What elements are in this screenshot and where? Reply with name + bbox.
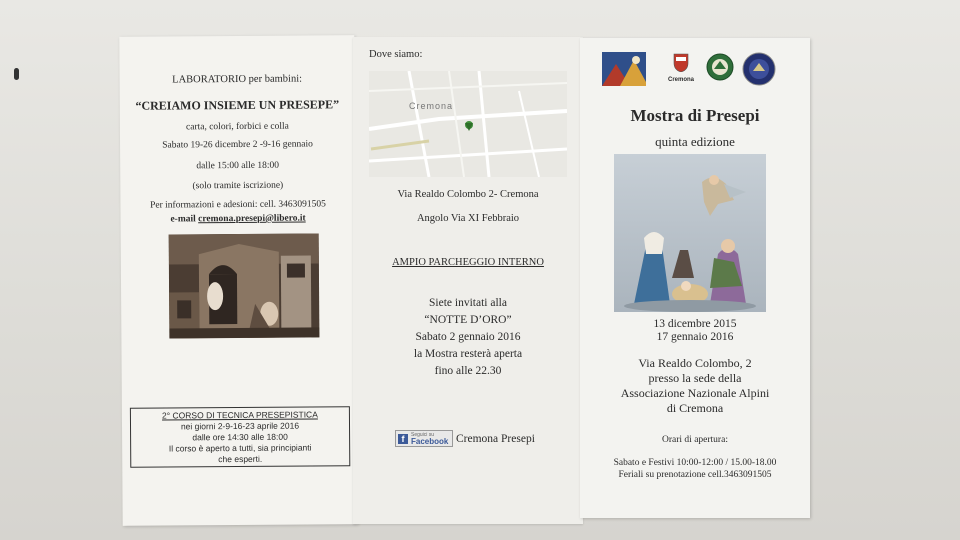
nativity-figurines-photo xyxy=(614,154,766,312)
venue-line-1: Via Realdo Colombo, 2 xyxy=(638,356,752,370)
exhibition-subtitle: quinta edizione xyxy=(655,134,735,149)
hours-line-2: Feriali su prenotazione cell.3463091505 xyxy=(618,470,772,480)
invite-line-5: fino alle 22.30 xyxy=(434,365,502,377)
lab-hours: dalle 15:00 alle 18:00 xyxy=(196,160,280,172)
cremona-logo-text: Cremona xyxy=(667,77,694,83)
brochure-left-panel xyxy=(119,35,357,526)
course-box xyxy=(130,406,350,468)
blue-emblem-icon xyxy=(742,52,776,86)
lab-info: Per informazioni e adesioni: cell. 3463091505 xyxy=(150,199,326,211)
lab-title: LABORATORIO per bambini: xyxy=(172,73,303,86)
course-days: nei giorni 2-9-16-23 aprile 2016 xyxy=(180,420,300,432)
exhibition-title: Mostra di Presepi xyxy=(630,106,760,125)
address-line: Via Realdo Colombo 2- Cremona xyxy=(397,189,539,200)
facebook-icon: f xyxy=(398,434,408,444)
brochure-middle-panel xyxy=(353,37,583,524)
date-from: 13 dicembre 2015 xyxy=(653,318,737,330)
date-to: 17 gennaio 2016 xyxy=(656,331,734,343)
facebook-follow-text: Seguici su xyxy=(411,432,435,438)
venue-line-2: presso la sede della xyxy=(648,371,742,385)
venue-line-3: Associazione Nazionale Alpini xyxy=(620,386,770,400)
parking-line: AMPIO PARCHEGGIO INTERNO xyxy=(392,257,544,268)
facebook-name: Facebook xyxy=(411,437,449,446)
lab-dates: Sabato 19-26 dicembre 2 -9-16 gennaio xyxy=(162,139,313,151)
hours-line-1: Sabato e Festivi 10:00-12:00 / 15.00-18.00 xyxy=(613,458,777,468)
course-open-1: Il corso è aperto a tutti, sia principianti xyxy=(168,442,312,454)
invite-line-1: Siete invitati alla xyxy=(429,297,507,309)
email-label: e-mail xyxy=(170,214,196,225)
table-speck xyxy=(14,68,19,80)
course-open-2: che esperti. xyxy=(218,453,263,465)
corner-line: Angolo Via XI Febbraio xyxy=(416,213,520,224)
invite-line-2: “NOTTE D’ORO” xyxy=(424,314,512,326)
nativity-scene-photo xyxy=(169,233,320,338)
lab-email-line xyxy=(121,213,356,225)
facebook-follow-badge[interactable] xyxy=(395,430,453,447)
facebook-page-name: Cremona Presepi xyxy=(456,433,535,445)
lab-materials: carta, colori, forbici e colla xyxy=(185,121,289,133)
brochure-right-panel xyxy=(580,38,810,518)
email-link[interactable]: cremona.presepi@libero.it xyxy=(198,213,306,225)
lab-name: “CREIAMO INSIEME UN PRESEPE” xyxy=(135,97,340,113)
cremona-comune-logo xyxy=(666,52,696,86)
lab-note: (solo tramite iscrizione) xyxy=(192,180,284,192)
hours-label: Orari di apertura: xyxy=(662,435,728,445)
green-emblem-icon xyxy=(706,52,734,82)
presepe-logo-icon xyxy=(602,52,646,86)
invite-line-4: la Mostra resterà aperta xyxy=(413,348,523,360)
location-map xyxy=(369,71,567,177)
course-title: 2° CORSO DI TECNICA PRESEPISTICA xyxy=(161,409,318,421)
course-hours: dalle ore 14:30 alle 18:00 xyxy=(192,431,288,443)
invite-line-3: Sabato 2 gennaio 2016 xyxy=(415,331,521,343)
where-label: Dove siamo: xyxy=(369,49,423,60)
map-city-label: Cremona xyxy=(409,101,454,111)
venue-line-4: di Cremona xyxy=(666,401,724,415)
